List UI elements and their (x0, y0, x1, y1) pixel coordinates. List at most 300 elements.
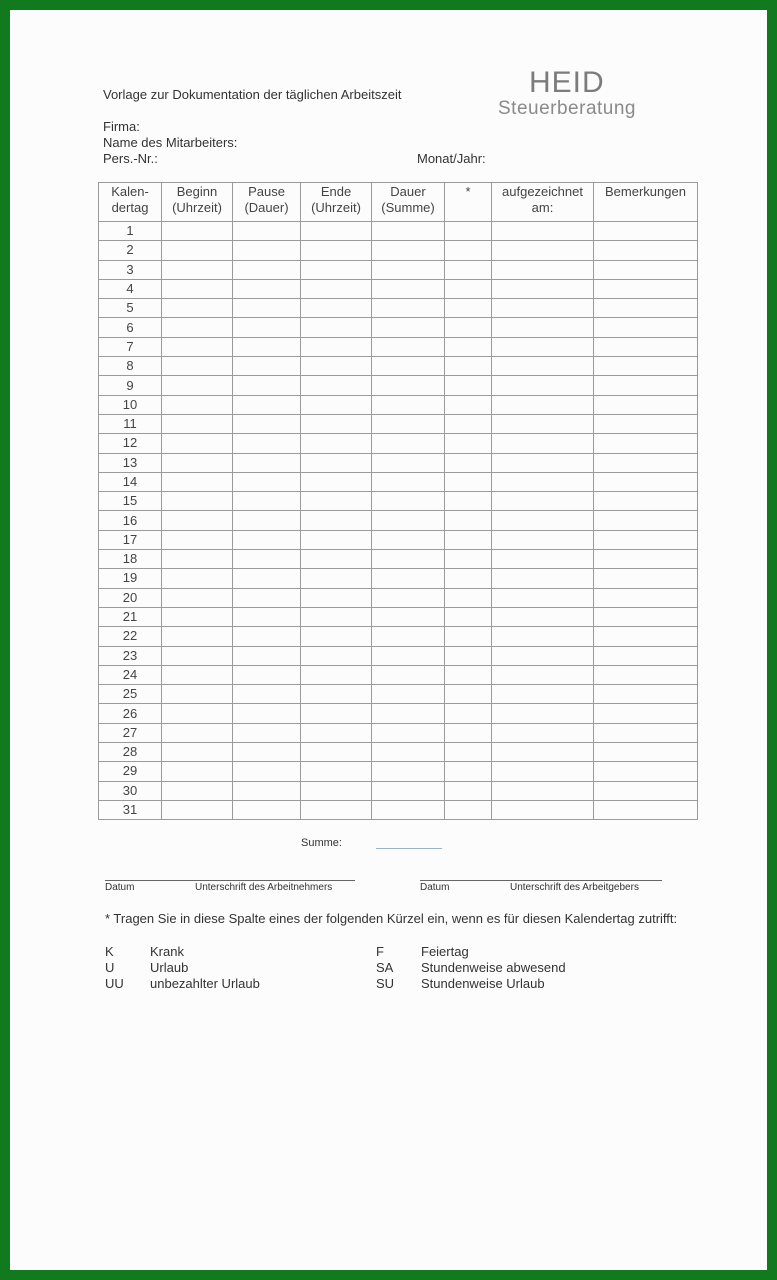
entry-cell[interactable] (233, 607, 301, 626)
entry-cell[interactable] (301, 569, 372, 588)
entry-cell[interactable] (233, 588, 301, 607)
entry-cell[interactable] (301, 472, 372, 491)
entry-cell[interactable] (492, 299, 594, 318)
day-cell: 3 (99, 260, 162, 279)
summe-label: Summe: (301, 837, 342, 849)
entry-cell[interactable] (492, 414, 594, 433)
entry-cell[interactable] (233, 472, 301, 491)
entry-cell[interactable] (162, 646, 233, 665)
column-header-line: Beginn (176, 184, 218, 199)
column-header-line: (Summe) (381, 200, 435, 215)
entry-cell[interactable] (233, 781, 301, 800)
entry-cell[interactable] (372, 511, 445, 530)
entry-cell[interactable] (301, 627, 372, 646)
entry-cell[interactable] (372, 492, 445, 511)
entry-cell[interactable] (492, 762, 594, 781)
entry-cell[interactable] (162, 550, 233, 569)
day-cell: 7 (99, 337, 162, 356)
entry-cell[interactable] (162, 743, 233, 762)
entry-cell[interactable] (162, 434, 233, 453)
entry-cell[interactable] (162, 279, 233, 298)
column-header (162, 183, 233, 222)
entry-cell[interactable] (594, 607, 698, 626)
entry-cell[interactable] (162, 357, 233, 376)
table-body (99, 222, 698, 820)
entry-cell[interactable] (594, 511, 698, 530)
entry-cell[interactable] (445, 781, 492, 800)
entry-cell[interactable] (594, 453, 698, 472)
entry-cell[interactable] (372, 665, 445, 684)
entry-cell[interactable] (492, 627, 594, 646)
entry-cell[interactable] (233, 646, 301, 665)
entry-cell[interactable] (594, 781, 698, 800)
entry-cell[interactable] (372, 414, 445, 433)
entry-cell[interactable] (445, 395, 492, 414)
entry-cell[interactable] (301, 646, 372, 665)
legend-code: F (376, 944, 384, 959)
company-logo (498, 66, 698, 126)
table-row (99, 434, 698, 453)
entry-cell[interactable] (301, 530, 372, 549)
entry-cell[interactable] (492, 434, 594, 453)
entry-cell[interactable] (492, 222, 594, 241)
column-header (445, 183, 492, 222)
entry-cell[interactable] (372, 357, 445, 376)
entry-cell[interactable] (445, 569, 492, 588)
entry-cell[interactable] (492, 511, 594, 530)
table-row (99, 357, 698, 376)
day-cell: 26 (99, 704, 162, 723)
entry-cell[interactable] (445, 685, 492, 704)
entry-cell[interactable] (594, 395, 698, 414)
entry-cell[interactable] (233, 241, 301, 260)
entry-cell[interactable] (372, 685, 445, 704)
entry-cell[interactable] (162, 453, 233, 472)
document-page (10, 10, 767, 1270)
entry-cell[interactable] (594, 530, 698, 549)
entry-cell[interactable] (162, 299, 233, 318)
employee-signature-line (105, 880, 355, 881)
column-header-line: Bemerkungen (605, 184, 686, 199)
entry-cell[interactable] (492, 781, 594, 800)
entry-cell[interactable] (492, 800, 594, 819)
entry-cell[interactable] (445, 376, 492, 395)
entry-cell[interactable] (594, 279, 698, 298)
legend-code: UU (105, 976, 124, 991)
entry-cell[interactable] (594, 260, 698, 279)
day-cell: 17 (99, 530, 162, 549)
entry-cell[interactable] (233, 530, 301, 549)
entry-cell[interactable] (301, 318, 372, 337)
legend-label: Stundenweise Urlaub (421, 976, 545, 991)
day-cell: 28 (99, 743, 162, 762)
entry-cell[interactable] (372, 550, 445, 569)
entry-cell[interactable] (162, 222, 233, 241)
entry-cell[interactable] (372, 743, 445, 762)
entry-cell[interactable] (594, 704, 698, 723)
entry-cell[interactable] (594, 434, 698, 453)
legend-code: SA (376, 960, 394, 975)
table-row (99, 685, 698, 704)
entry-cell[interactable] (162, 472, 233, 491)
entry-cell[interactable] (301, 222, 372, 241)
entry-cell[interactable] (301, 762, 372, 781)
entry-cell[interactable] (372, 241, 445, 260)
day-cell: 8 (99, 357, 162, 376)
column-header (301, 183, 372, 222)
entry-cell[interactable] (233, 279, 301, 298)
entry-cell[interactable] (162, 762, 233, 781)
column-header-line: (Uhrzeit) (172, 200, 222, 215)
entry-cell[interactable] (445, 414, 492, 433)
table-row (99, 627, 698, 646)
entry-cell[interactable] (162, 685, 233, 704)
entry-cell[interactable] (492, 569, 594, 588)
entry-cell[interactable] (594, 414, 698, 433)
entry-cell[interactable] (594, 222, 698, 241)
day-cell: 5 (99, 299, 162, 318)
entry-cell[interactable] (492, 665, 594, 684)
entry-cell[interactable] (162, 588, 233, 607)
day-cell: 31 (99, 800, 162, 819)
day-cell: 9 (99, 376, 162, 395)
entry-cell[interactable] (445, 318, 492, 337)
entry-cell[interactable] (594, 685, 698, 704)
entry-cell[interactable] (445, 800, 492, 819)
entry-cell[interactable] (594, 357, 698, 376)
table-header-row (99, 183, 698, 222)
day-cell: 22 (99, 627, 162, 646)
table-row (99, 241, 698, 260)
entry-cell[interactable] (233, 800, 301, 819)
footnote: * Tragen Sie in diese Spalte eines der folgenden Kürzel ein, wenn es für diesen Kalendertag zutrifft: (105, 911, 678, 926)
entry-cell[interactable] (233, 665, 301, 684)
column-header-line: * (465, 184, 471, 199)
entry-cell[interactable] (233, 511, 301, 530)
day-cell: 24 (99, 665, 162, 684)
entry-cell[interactable] (445, 646, 492, 665)
entry-cell[interactable] (372, 627, 445, 646)
entry-cell[interactable] (233, 723, 301, 742)
entry-cell[interactable] (372, 434, 445, 453)
entry-cell[interactable] (162, 723, 233, 742)
entry-cell[interactable] (492, 530, 594, 549)
entry-cell[interactable] (372, 781, 445, 800)
table-row (99, 337, 698, 356)
entry-cell[interactable] (445, 453, 492, 472)
table-row (99, 318, 698, 337)
table-row (99, 530, 698, 549)
entry-cell[interactable] (372, 588, 445, 607)
entry-cell[interactable] (233, 743, 301, 762)
legend-label: Krank (150, 944, 184, 959)
entry-cell[interactable] (301, 743, 372, 762)
entry-cell[interactable] (492, 646, 594, 665)
entry-cell[interactable] (492, 492, 594, 511)
entry-cell[interactable] (233, 762, 301, 781)
entry-cell[interactable] (492, 376, 594, 395)
entry-cell[interactable] (594, 665, 698, 684)
entry-cell[interactable] (445, 588, 492, 607)
entry-cell[interactable] (445, 337, 492, 356)
table-row (99, 222, 698, 241)
employee-signature-label: Unterschrift des Arbeitnehmers (195, 882, 333, 893)
day-cell: 1 (99, 222, 162, 241)
entry-cell[interactable] (372, 299, 445, 318)
entry-cell[interactable] (233, 627, 301, 646)
entry-cell[interactable] (492, 743, 594, 762)
entry-cell[interactable] (492, 453, 594, 472)
entry-cell[interactable] (445, 530, 492, 549)
entry-cell[interactable] (445, 241, 492, 260)
entry-cell[interactable] (301, 492, 372, 511)
summe-line (376, 848, 442, 849)
entry-cell[interactable] (162, 607, 233, 626)
entry-cell[interactable] (233, 376, 301, 395)
entry-cell[interactable] (233, 492, 301, 511)
entry-cell[interactable] (233, 434, 301, 453)
entry-cell[interactable] (594, 723, 698, 742)
entry-cell[interactable] (301, 260, 372, 279)
legend-code: SU (376, 976, 395, 991)
entry-cell[interactable] (492, 685, 594, 704)
entry-cell[interactable] (372, 337, 445, 356)
entry-cell[interactable] (301, 299, 372, 318)
entry-cell[interactable] (301, 434, 372, 453)
entry-cell[interactable] (301, 511, 372, 530)
legend-label: Feiertag (421, 944, 469, 959)
entry-cell[interactable] (162, 665, 233, 684)
entry-cell[interactable] (301, 704, 372, 723)
entry-cell[interactable] (445, 762, 492, 781)
table-row (99, 453, 698, 472)
entry-cell[interactable] (445, 665, 492, 684)
entry-cell[interactable] (233, 337, 301, 356)
entry-cell[interactable] (233, 260, 301, 279)
table-row (99, 260, 698, 279)
day-cell: 15 (99, 492, 162, 511)
entry-cell[interactable] (372, 318, 445, 337)
table-row (99, 299, 698, 318)
entry-cell[interactable] (233, 704, 301, 723)
table-row (99, 279, 698, 298)
entry-cell[interactable] (445, 723, 492, 742)
entry-cell[interactable] (594, 550, 698, 569)
entry-cell[interactable] (372, 222, 445, 241)
entry-cell[interactable] (233, 453, 301, 472)
entry-cell[interactable] (233, 299, 301, 318)
entry-cell[interactable] (233, 550, 301, 569)
employer-signature-label: Unterschrift des Arbeitgebers (510, 882, 639, 893)
table-row (99, 588, 698, 607)
entry-cell[interactable] (372, 453, 445, 472)
entry-cell[interactable] (162, 318, 233, 337)
column-header-line: aufgezeichnet (502, 184, 583, 199)
entry-cell[interactable] (301, 337, 372, 356)
entry-cell[interactable] (372, 800, 445, 819)
entry-cell[interactable] (372, 279, 445, 298)
entry-cell[interactable] (492, 241, 594, 260)
entry-cell[interactable] (162, 492, 233, 511)
datum-label-employee: Datum (105, 882, 135, 893)
entry-cell[interactable] (594, 241, 698, 260)
entry-cell[interactable] (162, 627, 233, 646)
entry-cell[interactable] (233, 357, 301, 376)
firma-label: Firma: (103, 119, 140, 134)
entry-cell[interactable] (445, 299, 492, 318)
entry-cell[interactable] (492, 588, 594, 607)
entry-cell[interactable] (162, 781, 233, 800)
entry-cell[interactable] (301, 607, 372, 626)
entry-cell[interactable] (233, 222, 301, 241)
day-cell: 25 (99, 685, 162, 704)
entry-cell[interactable] (492, 260, 594, 279)
entry-cell[interactable] (594, 743, 698, 762)
entry-cell[interactable] (492, 318, 594, 337)
day-cell: 14 (99, 472, 162, 491)
entry-cell[interactable] (372, 472, 445, 491)
entry-cell[interactable] (445, 704, 492, 723)
entry-cell[interactable] (372, 762, 445, 781)
entry-cell[interactable] (372, 260, 445, 279)
entry-cell[interactable] (233, 318, 301, 337)
entry-cell[interactable] (301, 550, 372, 569)
entry-cell[interactable] (162, 414, 233, 433)
entry-cell[interactable] (594, 569, 698, 588)
entry-cell[interactable] (162, 395, 233, 414)
entry-cell[interactable] (445, 357, 492, 376)
entry-cell[interactable] (301, 376, 372, 395)
entry-cell[interactable] (372, 607, 445, 626)
entry-cell[interactable] (233, 414, 301, 433)
day-cell: 29 (99, 762, 162, 781)
entry-cell[interactable] (162, 704, 233, 723)
entry-cell[interactable] (162, 569, 233, 588)
entry-cell[interactable] (445, 743, 492, 762)
day-cell: 18 (99, 550, 162, 569)
month-year-label: Monat/Jahr: (417, 151, 486, 166)
entry-cell[interactable] (372, 395, 445, 414)
entry-cell[interactable] (301, 723, 372, 742)
entry-cell[interactable] (233, 569, 301, 588)
entry-cell[interactable] (372, 376, 445, 395)
entry-cell[interactable] (445, 260, 492, 279)
table-row (99, 723, 698, 742)
entry-cell[interactable] (492, 279, 594, 298)
column-header-line: Dauer (390, 184, 426, 199)
entry-cell[interactable] (445, 511, 492, 530)
legend-label: Stundenweise abwesend (421, 960, 566, 975)
entry-cell[interactable] (594, 800, 698, 819)
entry-cell[interactable] (162, 800, 233, 819)
entry-cell[interactable] (372, 530, 445, 549)
entry-cell[interactable] (301, 453, 372, 472)
entry-cell[interactable] (594, 337, 698, 356)
entry-cell[interactable] (594, 376, 698, 395)
entry-cell[interactable] (594, 762, 698, 781)
table-row (99, 665, 698, 684)
entry-cell[interactable] (301, 665, 372, 684)
entry-cell[interactable] (492, 550, 594, 569)
table-row (99, 492, 698, 511)
table-row (99, 395, 698, 414)
entry-cell[interactable] (445, 627, 492, 646)
entry-cell[interactable] (492, 607, 594, 626)
entry-cell[interactable] (445, 222, 492, 241)
entry-cell[interactable] (492, 723, 594, 742)
entry-cell[interactable] (162, 241, 233, 260)
table-row (99, 511, 698, 530)
entry-cell[interactable] (594, 299, 698, 318)
entry-cell[interactable] (492, 337, 594, 356)
legend-label: unbezahlter Urlaub (150, 976, 260, 991)
entry-cell[interactable] (372, 723, 445, 742)
entry-cell[interactable] (372, 646, 445, 665)
entry-cell[interactable] (301, 241, 372, 260)
table-row (99, 762, 698, 781)
entry-cell[interactable] (301, 279, 372, 298)
entry-cell[interactable] (162, 260, 233, 279)
entry-cell[interactable] (162, 376, 233, 395)
entry-cell[interactable] (162, 530, 233, 549)
day-cell: 27 (99, 723, 162, 742)
entry-cell[interactable] (445, 434, 492, 453)
entry-cell[interactable] (162, 337, 233, 356)
entry-cell[interactable] (594, 472, 698, 491)
day-cell: 20 (99, 588, 162, 607)
day-cell: 4 (99, 279, 162, 298)
column-header-line: Kalen- (111, 184, 149, 199)
column-header (492, 183, 594, 222)
entry-cell[interactable] (492, 472, 594, 491)
entry-cell[interactable] (594, 646, 698, 665)
entry-cell[interactable] (445, 279, 492, 298)
entry-cell[interactable] (301, 357, 372, 376)
entry-cell[interactable] (445, 492, 492, 511)
table-row (99, 800, 698, 819)
entry-cell[interactable] (492, 357, 594, 376)
entry-cell[interactable] (594, 588, 698, 607)
entry-cell[interactable] (301, 685, 372, 704)
entry-cell[interactable] (301, 588, 372, 607)
day-cell: 13 (99, 453, 162, 472)
entry-cell[interactable] (594, 318, 698, 337)
entry-cell[interactable] (233, 395, 301, 414)
entry-cell[interactable] (372, 704, 445, 723)
entry-cell[interactable] (492, 704, 594, 723)
entry-cell[interactable] (301, 414, 372, 433)
entry-cell[interactable] (372, 569, 445, 588)
column-header (372, 183, 445, 222)
entry-cell[interactable] (594, 492, 698, 511)
entry-cell[interactable] (233, 685, 301, 704)
column-header (594, 183, 698, 222)
column-header-line: (Dauer) (244, 200, 289, 215)
day-cell: 6 (99, 318, 162, 337)
day-cell: 21 (99, 607, 162, 626)
entry-cell[interactable] (301, 800, 372, 819)
employer-signature-line (420, 880, 662, 881)
entry-cell[interactable] (301, 781, 372, 800)
entry-cell[interactable] (445, 607, 492, 626)
entry-cell[interactable] (445, 472, 492, 491)
entry-cell[interactable] (162, 511, 233, 530)
entry-cell[interactable] (445, 550, 492, 569)
entry-cell[interactable] (594, 627, 698, 646)
table-row (99, 607, 698, 626)
entry-cell[interactable] (301, 395, 372, 414)
entry-cell[interactable] (492, 395, 594, 414)
